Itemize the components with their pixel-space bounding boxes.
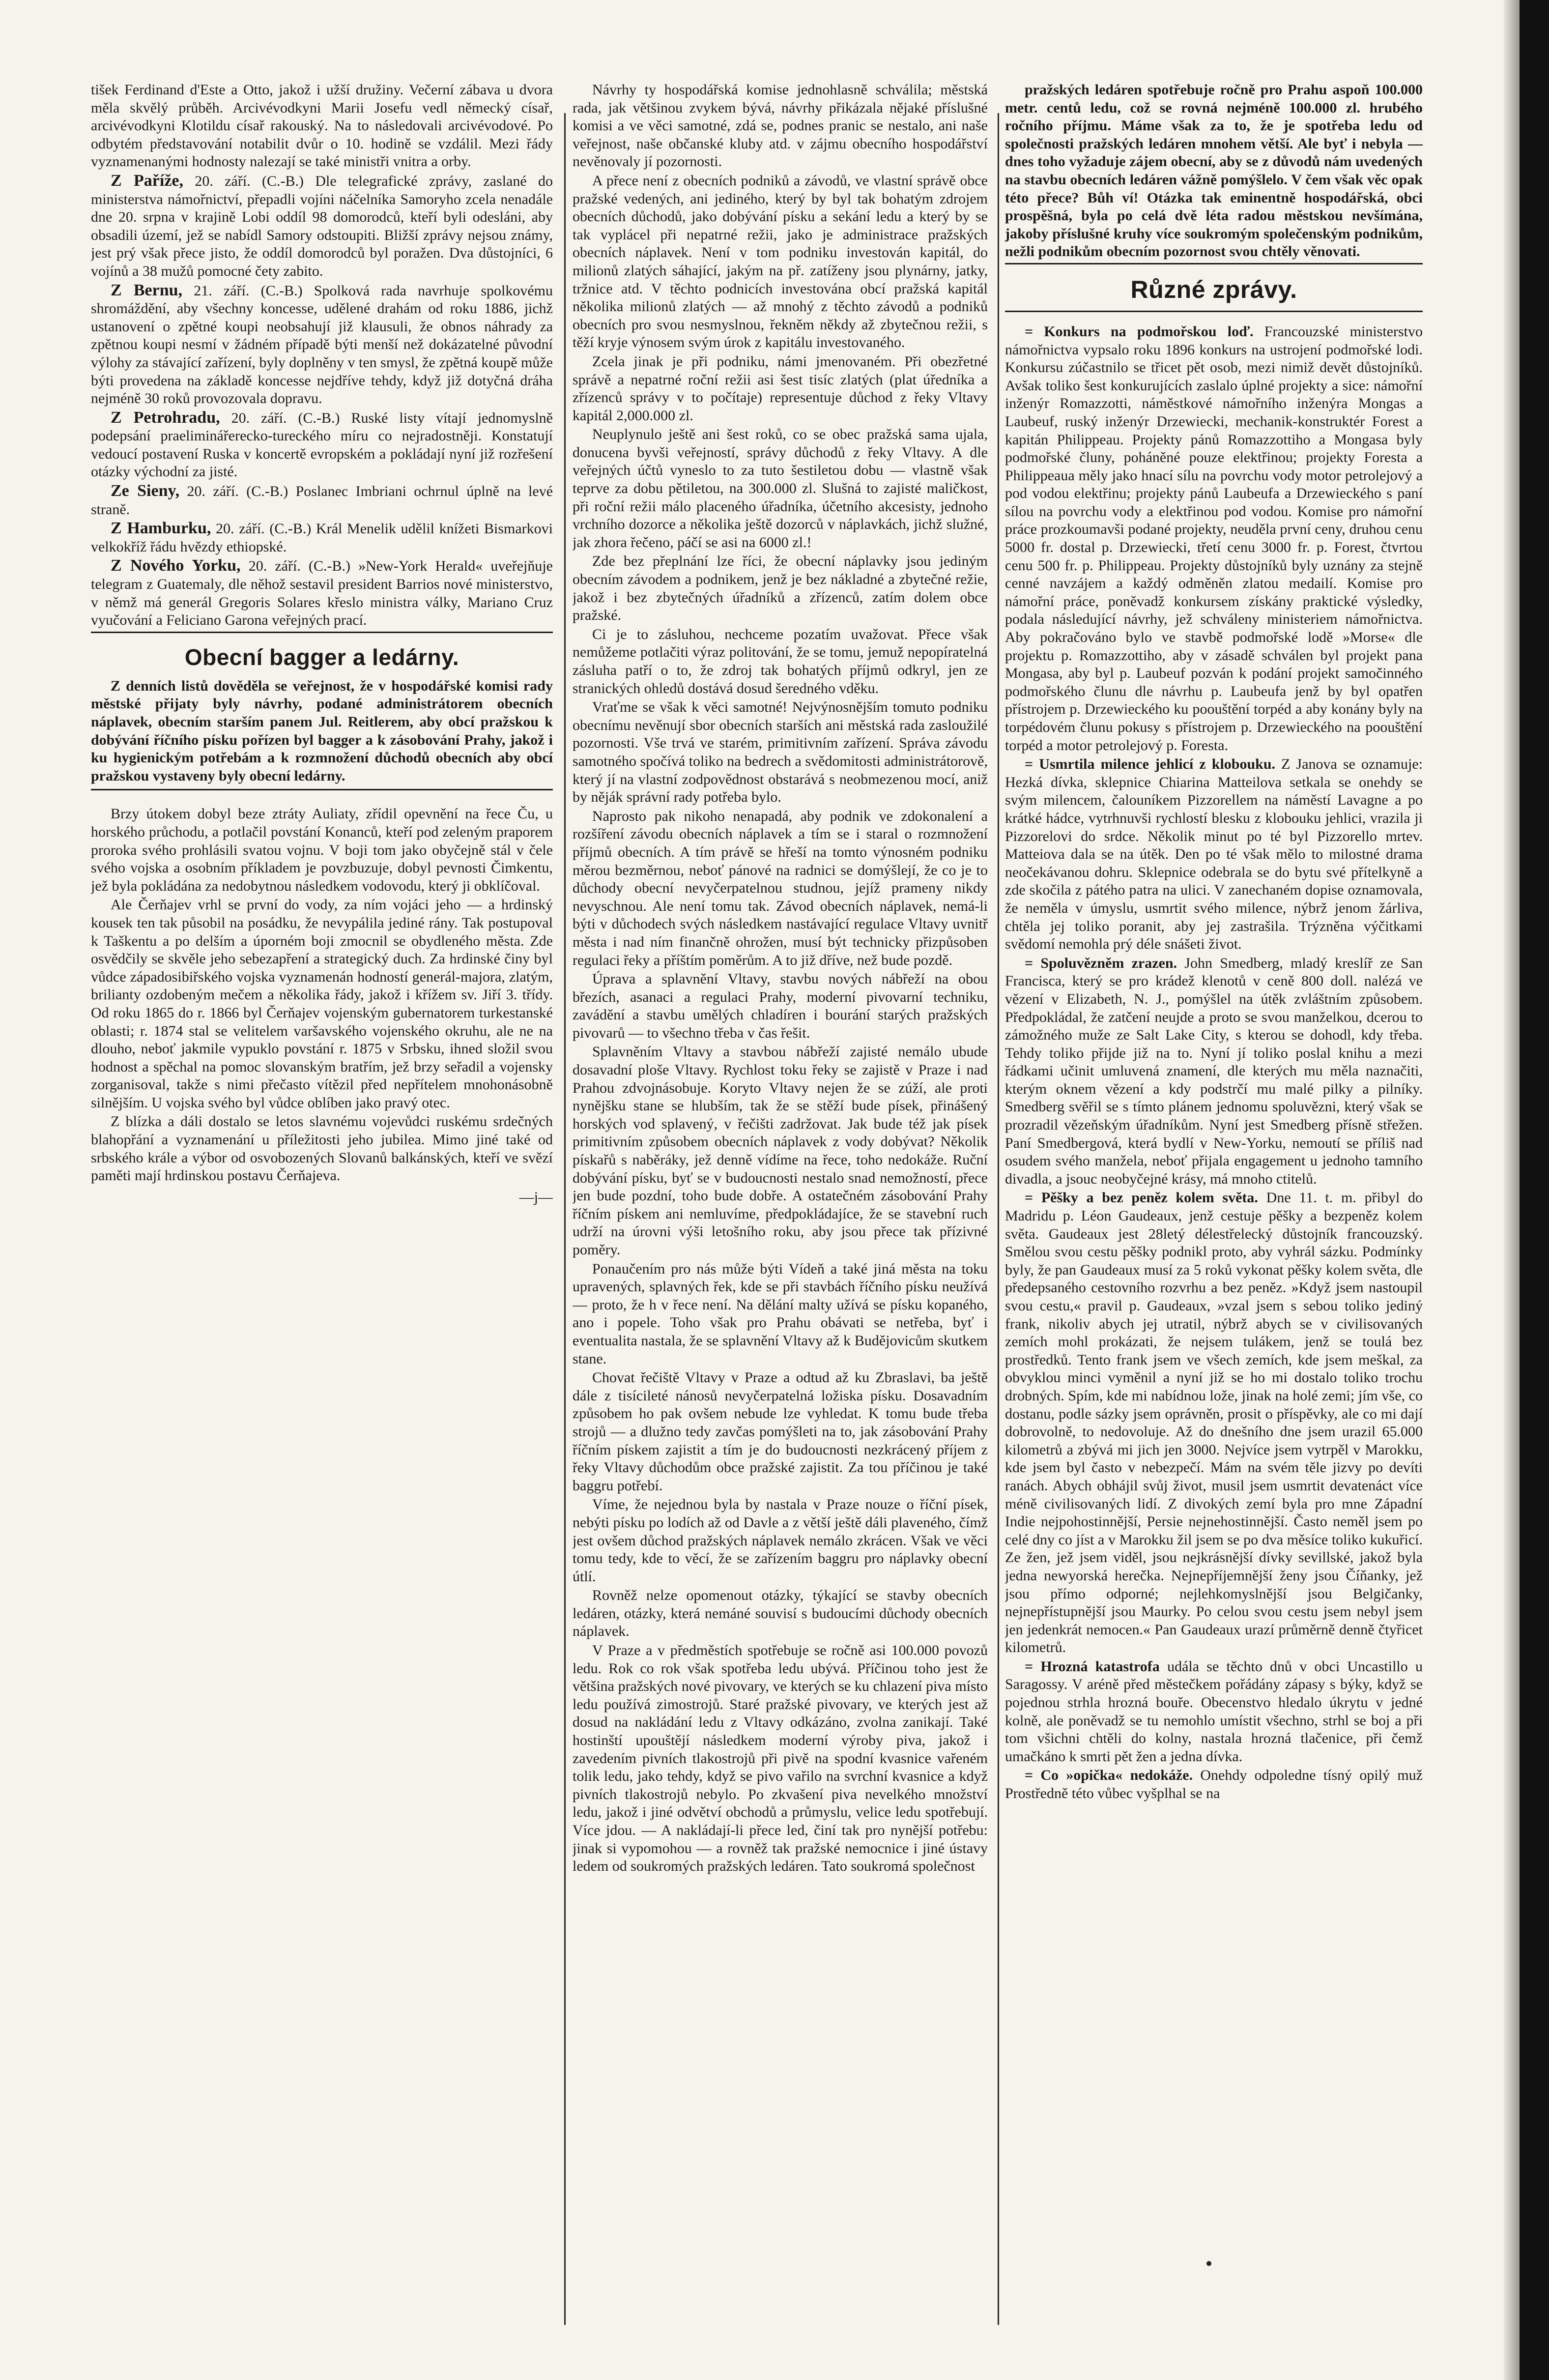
telegram-siena-lead: Ze Sieny,	[111, 482, 180, 500]
news-item-walk-world-title: = Pěšky a bez peněz kolem světa.	[1025, 1190, 1258, 1206]
telegram-newyork	[91, 557, 553, 629]
news-item-hatpin-text: Z Janova se oznamuje: Hezká dívka, sklepnice Chiarina Matteilova setkala se onehdy se svým milencem, čalouníkem Pizzorellem na náměstí Lavagne a po krátké hádce, vytrhnuvši rychlostí blesku z klobouku jehlici, vrazila ji Pizzorelovi do srdce. Několik minut po té byl Pizzorello mrtev. Matteiova dala se na útěk. Den po té však mělo to milostné drama neočekávanou dohru. Sklepnice odebrala se do bytu své přítelkyně a zde skočila z pátého patra na ulici. V zanechaném dopise oznamovala, že neměla v úmyslu, usmrtit svého milence, nýbrž jenom žárliva, chtěla jej toliko poranit, aby jej zastrašila. Trýzněna výčitkami svědomí nemohla prý déle snášeti život.	[1005, 756, 1423, 953]
telegram-petrohrad-lead: Z Petrohradu,	[111, 408, 220, 427]
news-item-walk-world-text: Dne 11. t. m. přibyl do Madridu p. Léon Gaudeaux, jenž cestuje pěšky a bezpeněz kolem světa. Gaudeaux jest 28letý délestřelecký důstojník francouzský. Smělou svou cestu pěšky podnikl proto, aby vyhrál sázku. Podmínky byly, že pan Gaudeaux musí za 5 roků vykonat pěšky kolem světa, dle předepsaného cestovního rozvrhu a bez peněz. »Když jsem nastoupil svou cestu,« pravil p. Gaudeaux, »vzal jsem s sebou toliko jediný frank, nikoliv abych jej utratil, nýbrž abych se v civilisovaných zemích mohl prokázati, že nejsem tulákem, jenž se toulá bez prostředků. Tento frank jsem ve všech zemích, kde jsem meškal, za obvyklou minci vyměnil a nyní již se ho mi dostalo toliko trochu drobných. Spím, kde mi nabídnou lože, jinak na holé zemi; jím vše, co dostanu, podle sázky jsem oprávněn, prosit o příspěvky, ale co mi dají dobrovolně, to nedovoluje. Až do dnešního dne jsem urazil 65.000 kilometrů a zbývá mi jich jen 3000. Nejvíce jsem vytrpěl v Marokku, kde jsem byl často v nebezpečí. Mám na svém těle jizvy po devíti ranách. Abych obhájil svůj život, musil jsem usmrtit devatenáct více méně civilisovaných lidí. Z divokých zemí byla pro mne Západní Indie nejpohostinnější, Persie nejnehostinnější. Často neměl jsem po celé dny co jíst a v Marokku žil jsem se po dva měsíce toliko kukuřicí. Ze žen, jež jsem viděl, jsou nejkrásnější dívky sevillské, jakož byla jedna newyorská herečka. Nejnepříjemnější ženy jsou Číňanky, jež jsou přímo odporné; nejlehkomyslnější jsou Belgičanky, nejnepřístupnější jsou Maurky. Po celou svou cestu jsem nebyl jsem jen jedenkrát nemocen.« Pan Gaudeaux urazí průměrně denně čtyřicet kilometrů.	[1005, 1190, 1423, 1656]
news-item-drunk-text: Onehdy odpoledne tísný opilý muž Prostředně této vůbec vyšplhal se na	[1005, 1767, 1423, 1802]
telegram-petrohrad-text: 20. září. (C.-B.) Ruské listy vítají jednomyslně podepsání praeliminářerecko-tureckého míru co nejradostněji. Konstatují vedoucí postavení Ruska v koncertě evropském a pokládají nyní již rozřešení otázky východní za jisté.	[91, 409, 553, 480]
col2-paragraph-10: Splavněním Vltavy a stavbou nábřeží zajisté nemálo ubude dosavadní ploše Vltavy. Rychlost toku řeky se zajistě v Praze i nad Prahou zdvojnásobuje. Koryto Vltavy nejen že se zúží, ale proti nynějšku stane se hlubším, tak že se stěží bude písek, přinášený horských vod splavený, v řečišti zadržovat. Jak bude též jak písek primitivním způsobem obecních náplavek z vody dobývat? Několik pískařů s naběráky, jež denně vídíme na řece, toho nedokáže. Ruční dobývání písku, byť se v budoucnosti nestalo snad nemožností, přece jen bude pozdní, toho bude dobře. A ostatečném zásobování Prahy říčním pískem ani nemluvíme, předpokládajíce, že se stavební ruch udrží na úrovni výši letošního roku, aby jsou přece tak přízivné poměry.	[573, 1044, 988, 1258]
telegram-paris-lead: Z Paříže,	[111, 171, 184, 190]
news-item-submarine	[1005, 323, 1423, 755]
col2-paragraph-2: A přece není z obecních podniků a závodů, ve vlastní správě obce pražské vedených, ani jediného, který by byl tak bohatým zdrojem obecních důchodů, jako dobývání písku a sekání ledu a který by se tak vyplácel při nepatrné režii, jako je administrace pražských obecních náplavek. Není v tom podniku investován kapitál, do milionů zlatých sáhající, jakým na př. zatíženy jsou plynárny, jatky, tržnice atd. V těchto podnicích investována obcí pražská kapitál několika milionů zlatých — až mnohý z těchto závodů a podniků obecních pro svou nesmyslnou, řekněm někdy až zbytečnou režii, s těží kryje výnosem svým úrok z kapitálu investovaného.	[573, 172, 988, 351]
col2-paragraph-9: Úprava a splavnění Vltavy, stavbu nových nábřeží na obou březích, asanaci a regulaci Prahy, moderní pivovarní techniku, zavádění a stavbu umělých chladíren i bourání starých pražských pivovarů — to všechno třeba v čas řešit.	[573, 971, 988, 1041]
news-item-drunk-title: = Co »opička« nedokáže.	[1025, 1767, 1193, 1784]
author-signature: —j—	[519, 1189, 553, 1205]
news-item-drunk	[1005, 1767, 1423, 1802]
telegram-bern	[91, 282, 553, 408]
telegram-paris	[91, 172, 553, 281]
column-1	[91, 81, 553, 2322]
news-item-betrayed	[1005, 955, 1423, 1189]
telegram-petrohrad	[91, 409, 553, 481]
telegram-bern-text: 21. září. (C.-B.) Spolková rada navrhuje spolkovému shromáždění, aby všechny koncesse, udělené drahám od roku 1886, jichž ustanovení o zpětné koupi neobsahují již klausuli, že obnos náhrady za zpětnou koupi nesmí v žádném případě býti menší než dokázatelné původní výlohy za stávající zařízení, byly doplněny v ten smysl, že zpětná koupě může býti provedena na základě koncesse nejdříve tehdy, když již dotyčná dráha nejméně 30 roků provozovala dopravu.	[91, 282, 553, 407]
news-item-hatpin	[1005, 755, 1423, 954]
col2-paragraph-13: Víme, že nejednou byla by nastala v Praze nouze o říční písek, nebýti písku po lodích až od Davle a z větší ještě dáli plaveného, čímž jest ovšem důchod pražských náplavek nemálo zkrácen. Však ve věci tomu tedy, kde to věcí, že se zařízením baggru pro náplavky obecní útlí.	[573, 1496, 988, 1585]
col2-paragraph-5: Zde bez přeplnání lze říci, že obecní náplavky jsou jediným obecním závodem a podnikem, jenž je bez nákladné a zbytečné režie, jakož i bez zbytečných úřadníků a zřízenců, zatím dolem obce pražské.	[573, 553, 988, 624]
section-rule	[91, 632, 553, 633]
col2-paragraph-6: Ci je to zásluhou, nechceme pozatím uvažovat. Přece však nemůžeme potlačiti výraz politování, že se tomu, jemuž nepopíratelná zásluha patří o to, že zdroj tak bohatých příjmů odkryl, jen ze stranických ohledů dostává dosud šeredného vděku.	[573, 626, 988, 697]
col2-paragraph-7: Vraťme se však k věci samotné! Nejvýnosnějším tomuto podniku obecnímu nevěnují sbor obecních starších ani městská rada zasloužilé pozornosti. Vše trvá ve starém, primitivním zařízení. Správa závodu samotného spočívá toliko na bedrech a svědomitosti administrátorově, který jí na vlastní zodpovědnost obstarává s neobmezenou mocí, aniž by něják správní rady potřeba bylo.	[573, 699, 988, 806]
telegram-bern-lead: Z Bernu,	[111, 281, 183, 299]
news-item-betrayed-text: John Smedberg, mladý kreslíř ze San Francisca, který se pro krádež klenotů v ceně 800 doll. nalézá ve vězení v Elizabeth, N. J., pomýšlel na útěk zvláštním způsobem. Předpokládal, že zatčení neujde a proto se svou manželkou, dcerou to zámožného muže ze Salt Lake City, s kterou se dohodl, kdy třeba. Tehdy toliko přijde již na to. Nyní jí toliko poslal knihu a mezi řádkami učinit umluvená znamení, dle kterých mu měla naznačiti, kterým oknem vězení a kdy podstrčí mu malé pilky a pilníky. Smedberg svěřil se s tímto plánem jednomu spoluvězni, který však se prozradil vězeňským úřadníkům. Nyní jest Smedberg přísně střežen. Paní Smedbergová, která bydlí v New-Yorku, nemoutí se příliš nad osudem svého manžela, neboť přijala engagement u jednoho tamního divadla, a jsouc neobyčejné krásy, má mnoho ctitelů.	[1005, 955, 1423, 1187]
news-item-submarine-text: Francouzské ministerstvo námořnictva vypsalo roku 1896 konkurs na ustrojení podmořské lodi. Konkursu zúčastnilo se třicet pět osob, mezi nimiž devět důstojníků. Avšak toliko šest konkurujících zaslalo úplné projekty a sice: námořní inženýr Romazzotti, náměstkové námořního inženýra Mongas a Laubeuf, ruský inženýr Drzewiecki, mechanik-konstruktér Forest a kapitán Philippeau. Projekty pánů Romazzottiho a Mongasa byly podmořské čluny, poháněné pouze elektřinou; projekty Foresta a Philippeaua měly jako hnací sílu na povrchu vody motor petrolejový a pod vodou elektřinu; projekty pánů Laubeufa a Drzewieckého s paní sílou na povrchu vody a elektřinou pod vodou. Komise pro námořní práce prozkoumavši podané projekty, neuděla první ceny, druhou cenu 5000 fr. dostal p. Drzewiecki, třetí cenu 3000 fr. p. Forest, čtvrtou cenu 500 fr. p. Philippeau. Projekty důstojníků byly uznány za stejně cenné navzájem a každý odměněn zlatou medailí. Komise pro námořní práce, poněvadž konkursem získány praktické výsledky, podala následující návrhy, jež schváleny ministeriem námořnictva. Aby pokračováno bylo ve stavbě podmořské lodě »Morse« dle projektu p. Romazzottiho, aby v zásadě schválen byl projekt pana Mongasa, aby byl p. Laubeuf pozván k podání projekt samočinného podmořského člunu dle návrhu p. Laubeufa jenž by byl opatřen přístrojem p. Drzewieckého ku poouštění torpéd a aby konány byly na torpédovém člunu pokusy s přístrojem p. Drzewieckého na poouštění torpéd a motor petrolejový p. Foresta.	[1005, 323, 1423, 754]
col2-paragraph-4: Neuplynulo ještě ani šest roků, co se obec pražská sama ujala, donucena byvši veřejností, správy důchodů z řeky Vltavy. A dle veřejných účtů vyneslo to za tuto šestiletou dobu — vlastně však teprve za dobu pětiletou, na 300.000 zl. Slušná to zajisté maličkost, při roční režii málo placeného úřadníka, účetního akcesisty, jednoho vrchního dozorce a několika ještě dozorců v náplavkách, jichž služné, jak zhora řečeno, páčí se asi na 6000 zl.!	[573, 426, 988, 551]
col2-paragraph-12: Chovat řečiště Vltavy v Praze a odtud až ku Zbraslavi, ba ještě dále z tisícileté nánosů nevyčerpatelná ložiska písku. Dosavadním způsobem ho pak ovšem nebude lze vyhledat. K tomu bude třeba strojů — a dlužno tedy zavčas pomýšleti na to, jak zásobování Prahy říčním pískem zajistit a tím je do budoucnosti nezkrácený příjem z řeky Vltavy důchodům obce pražské zajistit. Za tou příčinou je také baggru potřebí.	[573, 1369, 988, 1494]
col3-continuation: pražských ledáren spotřebuje ročně pro Prahu aspoň 100.000 metr. centů ledu, což se rovná nejméně 100.000 zl. hrubého ročního příjmu. Máme však za to, že je spotřeba ledu od společnosti pražských ledáren mnohem větší. Ale byť i nebyla — dnes toho vyžaduje zájem obecní, aby se z důvodů nám uvedených na stavbu obecních ledáren vážně pomýšlelo. V čem však věc opak této přece? Bůh ví! Otázka tak eminentně hospodářská, obci prospěšná, byla po celá dvě léta radou městskou nevšímána, jakoby příslušné kruhy více soukromým společenským podnikům, nežli podnikům obecním pozornost svou chtěly věnovati.	[1005, 82, 1423, 260]
news-rule-top	[1005, 263, 1423, 264]
news-item-betrayed-title: = Spoluvězněm zrazen.	[1025, 955, 1177, 971]
telegram-newyork-text: 20. září. (C.-B.) »New-York Herald« uveřejňuje telegram z Guatemaly, dle něhož sestavil president Barrios nové ministerstvo, v němž má generál Gregoris Solares křeslo ministra války, Mariano Cruz vyučování a Feliciano Garona veřejných prací.	[91, 558, 553, 629]
column-divider-2	[998, 113, 999, 2325]
col2-paragraph-15: V Praze a v předměstích spotřebuje se ročně asi 100.000 povozů ledu. Rok co rok však spotřeba ledu ubývá. Příčinou toho jest že většina pražských nové pivovary, ve kterých se ku chlazení piva místo ledu používá zimostrojů. Staré pražské pivovary, ve kterých jest až dosud na nakládání ledu z Vltavy odkázáno, zvolna zanikají. Také hostinští upouštějí následkem moderní výroby piva, jakož i zavedením pivních tlakostrojů při pivě na spodní kvasnice vařeném tolik ledu, jako tehdy, když se pivo vařilo na svrchní kvasnice a když pivních tlakostrojů nebylo. Po zkvašení piva nevelkého množství ledu, jakož i jiné odvětví obchodů a průmyslu, velice ledu spotřebují. Více jdou. — A nakládají-li přece led, činí tak pro nynější potřebu: jinak si vypomohou — a rovněž tak pražské nemocnice i jiné ústavy ledem od soukromých pražských ledáren. Tato soukromá společnost	[573, 1642, 988, 1875]
telegram-hamburg	[91, 520, 553, 556]
telegram-hamburg-lead: Z Hamburku,	[111, 519, 211, 538]
col2-paragraph-3: Zcela jinak je při podniku, námi jmenovaném. Při obezřetné správě a nepatrné roční režii asi šest tisíc zlatých (plat úředníka a zřízenců správy v to počítaje) representuje důchod z řeky Vltavy kapitál 2,000.000 zl.	[573, 353, 988, 424]
news-item-catastrophe-text: udála se těchto dnů v obci Uncastillo u Saragossy. V aréně před městečkem pořádány zápasy s býky, když se pojednou strhla hrozná bouře. Obecenstvo hledalo úkrytu v jedné kolně, ale poněvadž se tu nemohlo umístit všechno, strhl se boj a při tom všichni chtěli do kolny, nastala hrozná tlačenice, při čemž umačkáno k smrti pět žen a jedna dívka.	[1005, 1658, 1423, 1765]
col1-intro: tišek Ferdinand d'Este a Otto, jakož i užší družiny. Večerní zábava u dvora měla skvělý průběh. Arcivévodkyni Marii Josefu vedl německý císař, arcivévodkyni Klotildu císař rakouský. Na to následovali arcivévodové. Po odbytém představování notabilit dvůr o 10. hodině se vzdálil. Mezi řády vyznamenanými hodnosty nalezají se také ministři vnitra a orby.	[91, 82, 553, 170]
news-item-walk-world	[1005, 1189, 1423, 1656]
news-item-catastrophe-title: = Hrozná katastrofa	[1025, 1658, 1160, 1675]
feuilleton-rule	[91, 789, 553, 790]
bagger-heading: Obecní bagger a ledárny.	[184, 644, 459, 670]
feuilleton-paragraph-1: Brzy útokem dobyl beze ztráty Auliaty, zřídil opevnění na řece Ču, u horského průchodu, a potlačil povstání Konanců, kteří pod zeleným praporem proroka svého prohlásili svatou vojnu. V boji tom jako obyčejně stál v čele svého vojska a osobním příkladem je povzbuzuje, dobyl pevnosti Čimkentu, jež byla pokládána za nedobytnou následkem vodovodu, který ji obklíčoval.	[91, 806, 553, 894]
telegram-siena-text: 20. září. (C.-B.) Poslanec Imbriani ochrnul úplně na levé straně.	[91, 483, 553, 518]
telegram-siena	[91, 482, 553, 519]
news-rule-bottom	[1005, 311, 1423, 312]
col2-paragraph-8: Naprosto pak nikoho nenapadá, aby podnik ve zdokonalení a rozšíření závodu obecních náplavek a tím se i staral o rozmnožení příjmů obecních. A tím právě se hřeší na tomto výnosném podniku měrou bezměrnou, neboť pánové na radnici se domýšlejí, že co je to důchody obecní nevyčerpatelnou studnou, jejíž prameny nikdy nevyschnou. Ale není tomu tak. Závod obecních náplavek, nemá-li býti v důchodech svých následkem nastávající regulace Vltavy uvnitř města i nad ním finančně ohrožen, musí být technicky přizpůsoben regulaci řeky a příštím poměrům. A to již dříve, než bude pozdě.	[573, 808, 988, 968]
news-item-catastrophe	[1005, 1658, 1423, 1766]
telegram-newyork-lead: Z Nového Yorku,	[111, 556, 241, 575]
telegram-hamburg-text: 20. září. (C.-B.) Král Menelik udělil knížeti Bismarkovi velkokříž řádu hvězdy ethiopské.	[91, 521, 553, 555]
page-edge-shadow	[1504, 0, 1520, 2380]
column-2	[573, 81, 988, 2322]
col2-paragraph-11: Ponaučením pro nás může býti Vídeň a také jiná města na toku upravených, splavných řek, kde se při stavbách říčního písku neužívá — proto, že h v řece není. Na dělání malty užívá se písku kopaného, ano i popele. Toho však pro Prahu obávati se netřeba, byť i eventualita nastala, že se splavnění Vltavy až k Budějovicům skutkem stane.	[573, 1260, 988, 1367]
column-divider-1	[564, 113, 566, 2325]
col2-paragraph-1: Návrhy ty hospodářská komise jednohlasně schválila; městská rada, jak většinou zvykem bývá, návrhy přikázala nějaké příslušné komisi a ve věci samotné, zdá se, podnes pranic se nestalo, ani naše veřejnost, naše občanské kluby atd. v zájmu obecního hospodářství nevěnovaly jí pozornosti.	[573, 82, 988, 170]
col2-paragraph-14: Rovněž nelze opomenout otázky, týkající se stavby obecních ledáren, otázky, která nemáné souvisí s budoucími důchody obecních náplavek.	[573, 1587, 988, 1640]
telegram-paris-text: 20. září. (C.-B.) Dle telegrafické zprávy, zaslané do ministerstva námořnictví, přepadli vojíni náčelníka Samoryho zcela nenadále dne 20. srpna v krajině Lobi oddíl 98 domorodců, kteří byli odesláni, aby obsadili území, jež se nabídl Samory odstoupiti. Bližší zprávy nejsou známy, jest prý však přece jisto, že oddíl domorodců byl poražen. Dva důstojníci, 6 vojínů a 38 mužů pomocné čety zabito.	[91, 173, 553, 279]
feuilleton-paragraph-2: Ale Čerňajev vrhl se první do vody, za ním vojáci jeho — a hrdinský kousek ten tak působil na posádku, že nevypálila jediné rány. Tak postupoval k Taškentu a po delším a úporném boji zmocnil se obydleného města. Zde osvědčily se skvěle jeho sebezapření a strategický duch. Za hrdinské činy byl vůdce západosibiřského vojska vyznamenán hodností generál-majora, zlatým, brilianty ozdobeným mečem a několika řády, jakož i křížem sv. Jiří 3. třídy. Od roku 1865 do r. 1866 byl Čerňajev vojenským gubernatorem turkestanské oblasti; r. 1874 stal se velitelem varšavského vojenského okruhu, ale ne na dlouho, neboť jakmile vypuklo povstání r. 1875 v Srbsku, ihned složil svou hodnost a spěchal na pomoc slovanským bratřím, jež brzy seřadil a vojensky zorganisoval, takže s nimi přečasto vítězil před nepřítelem mnohonásobně silnějším. U vojska svého byl vůdce oblíben jako pravý otec.	[91, 897, 553, 1111]
column-3	[1005, 81, 1423, 2322]
news-item-submarine-title: = Konkurs na podmořskou loď.	[1025, 323, 1254, 340]
scan-border	[1520, 0, 1549, 2380]
news-item-hatpin-title: = Usmrtila milence jehlicí z klobouku.	[1025, 756, 1276, 773]
news-heading: Různé zprávy.	[1130, 275, 1297, 303]
bagger-intro: Z denních listů dověděla se veřejnost, že v hospodářské komisi rady městské přijaty byly návrhy, podané administrátorem obecních náplavek, obecním starším panem Jul. Reitlerem, aby obcí pražskou k dobývání říčního písku pořízen byl bagger a k zásobování Prahy, jakož i ku hygienickým potřebám a k rozmnožení důchodů obecních aby obcí pražskou vystaveny byly obecní ledárny.	[91, 677, 553, 784]
feuilleton-paragraph-3: Z blízka a dáli dostalo se letos slavnému vojevůdci ruskému srdečných blahopřání a vyznamenání u příležitosti jeho jubilea. Mimo jiné také od srbského krále a výbor od osvobozených Slovanů balkánských, kteří ve svězí paměti mají hrdinskou postavu Čerňajeva.	[91, 1113, 553, 1184]
print-speck	[1206, 2261, 1211, 2266]
